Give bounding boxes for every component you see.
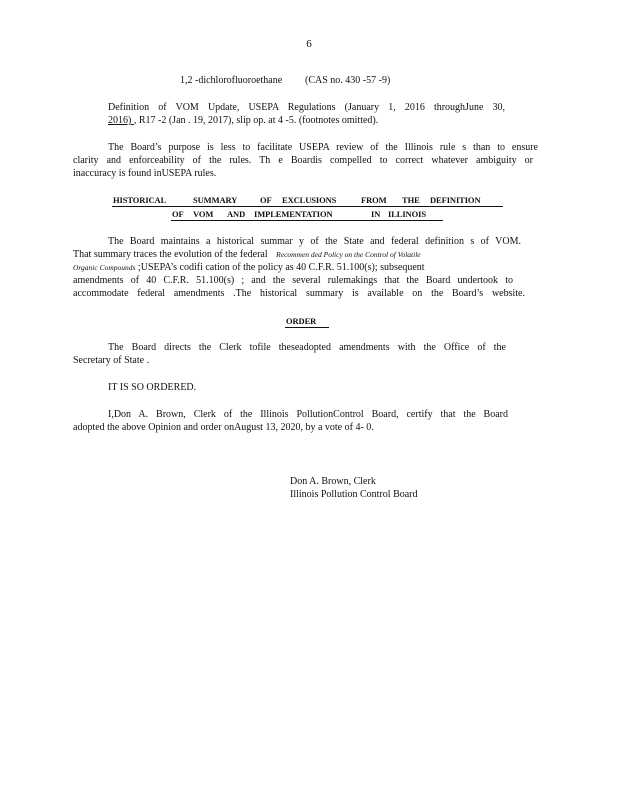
- purpose-line-1: The Board’s purpose is less to facilitate USEPA review of the Illinois rule s than to ensure: [108, 142, 538, 153]
- heading-definition: DEFINITION: [430, 195, 481, 205]
- heading-illinois: ILLINOIS: [388, 209, 426, 219]
- heading-and: AND: [227, 209, 246, 219]
- heading-underline-1: [112, 206, 503, 207]
- signature-org: Illinois Pollution Control Board: [290, 489, 418, 500]
- order-underline: [285, 327, 329, 328]
- history-line-5: accommodate federal amendments .The historical summary is available on the Board’s website.: [73, 288, 525, 299]
- citation-line-2: [108, 114, 378, 127]
- heading-the: THE: [402, 195, 420, 205]
- so-ordered: IT IS SO ORDERED.: [108, 382, 197, 393]
- cas-number: (CAS no. 430 -57 -9): [305, 75, 391, 86]
- order-heading: ORDER: [286, 316, 317, 326]
- purpose-line-3: inaccuracy is found inUSEPA rules.: [73, 168, 217, 179]
- citation-line-1: Definition of VOM Update, USEPA Regulations (January 1, 2016 throughJune 30,: [108, 102, 505, 113]
- heading-in: IN: [371, 209, 381, 219]
- heading-from: FROM: [361, 195, 387, 205]
- heading-historical: HISTORICAL: [113, 195, 167, 205]
- citation-year: 2016): [108, 115, 134, 126]
- heading-underline-2: [171, 220, 443, 221]
- history-line-3-rest: ;USEPA’s codifi cation of the policy as 40 C.F.R. 51.100(s); subsequent: [135, 262, 425, 273]
- history-line-4: amendments of 40 C.F.R. 51.100(s) ; and the several rulemakings that the Board undertook to: [73, 275, 513, 286]
- order-line-2: Secretary of State .: [73, 355, 150, 366]
- history-line-3-italic: Organic Compounds: [73, 263, 136, 272]
- history-line-2-start: That summary traces the evolution of the federal: [73, 249, 268, 260]
- certification-line-2: adopted the above Opinion and order onAugust 13, 2020, by a vote of 4- 0.: [73, 422, 374, 433]
- citation-rest: , R17 -2 (Jan . 19, 2017), slip op. at 4 -5. (footnotes omitted).: [133, 115, 379, 126]
- order-line-1: The Board directs the Clerk tofile theseadopted amendments with the Office of the: [108, 342, 506, 353]
- certification-line-1: I,Don A. Brown, Clerk of the Illinois PollutionControl Board, certify that the Board: [108, 409, 508, 420]
- heading-implementation: IMPLEMENTATION: [254, 209, 333, 219]
- history-line-2-italic: Recommen ded Policy on the Control of Volatile: [276, 250, 421, 259]
- history-line-3: [73, 261, 425, 274]
- page-number: 6: [306, 38, 312, 50]
- heading-vom: VOM: [193, 209, 214, 219]
- history-line-1: The Board maintains a historical summar y of the State and federal definition s of VOM.: [108, 236, 521, 247]
- signature-name: Don A. Brown, Clerk: [290, 476, 376, 487]
- purpose-line-2: clarity and enforceability of the rules. Th e Boardis compelled to correct whatever ambiguity or: [73, 155, 533, 166]
- heading-of-2: OF: [172, 209, 184, 219]
- chemical-name: 1,2 -dichlorofluoroethane: [180, 75, 283, 86]
- heading-exclusions: EXCLUSIONS: [282, 195, 337, 205]
- history-line-2: [73, 248, 421, 261]
- heading-summary: SUMMARY: [193, 195, 238, 205]
- heading-of-1: OF: [260, 195, 272, 205]
